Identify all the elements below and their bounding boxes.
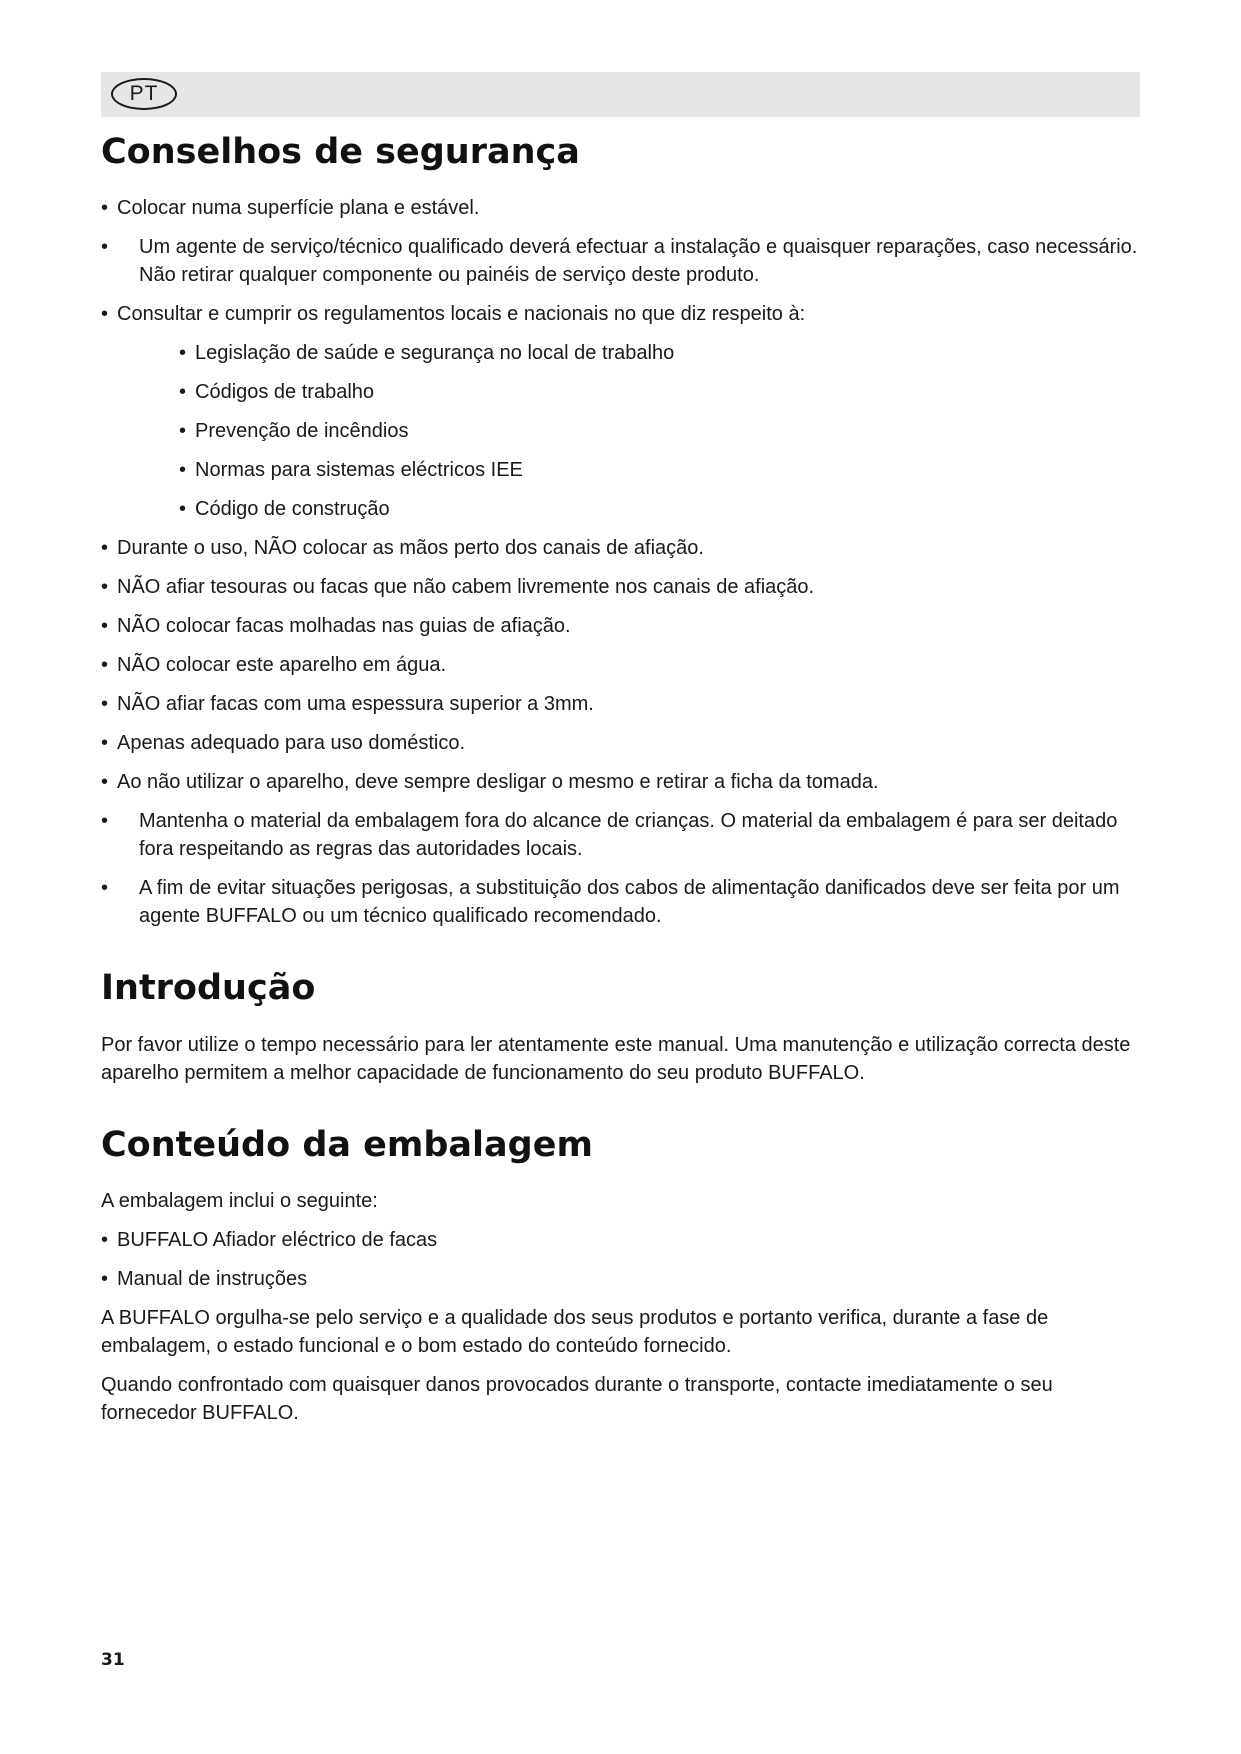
list-item: • NÃO afiar tesouras ou facas que não cabem livremente nos canais de afiação.: [101, 573, 1141, 601]
safety-heading: Conselhos de segurança: [101, 132, 580, 172]
introduction-paragraph: Por favor utilize o tempo necessário para ler atentamente este manual. Uma manutenção e utilização correcta deste aparelho permitem a melhor capacidade de funcionamento do seu produto BUFFALO.: [101, 1033, 1131, 1084]
safety-list: [101, 194, 1141, 930]
list-item: • A fim de evitar situações perigosas, a substituição dos cabos de alimentação danificados deve ser feita por um agente BUFFALO ou um técnico qualificado recomendado.: [101, 874, 1141, 930]
quality-paragraph: A BUFFALO orgulha-se pelo serviço e a qualidade dos seus produtos e portanto verifica, durante a fase de embalagem, o estado funcional e o bom estado do conteúdo fornecido.: [101, 1306, 1049, 1357]
list-item: • NÃO colocar facas molhadas nas guias de afiação.: [101, 612, 1141, 640]
package-contents-intro: A embalagem inclui o seguinte:: [101, 1189, 378, 1212]
list-item: • Consultar e cumprir os regulamentos locais e nacionais no que diz respeito à:: [101, 300, 1141, 328]
language-badge: PT: [111, 78, 177, 110]
list-item: • NÃO afiar facas com uma espessura superior a 3mm.: [101, 690, 1141, 718]
page-content: [101, 132, 1141, 1438]
language-header-band: [101, 72, 1140, 117]
list-item: • Apenas adequado para uso doméstico.: [101, 729, 1141, 757]
list-item: • Um agente de serviço/técnico qualificado deverá efectuar a instalação e quaisquer reparações, caso necessário. Não retirar qualquer componente ou painéis de serviço deste produto.: [101, 233, 1141, 289]
sub-list-item: • Normas para sistemas eléctricos IEE: [101, 456, 1141, 484]
sub-list-item: • Legislação de saúde e segurança no local de trabalho: [101, 339, 1141, 367]
package-contents-list: [101, 1226, 1141, 1293]
sub-list-item: • Prevenção de incêndios: [101, 417, 1141, 445]
package-contents-heading: Conteúdo da embalagem: [101, 1124, 593, 1165]
list-item: • Manual de instruções: [101, 1265, 1141, 1293]
sub-list-item: • Código de construção: [101, 495, 1141, 523]
list-item: • Colocar numa superfície plana e estável.: [101, 194, 1141, 222]
list-item: • Ao não utilizar o aparelho, deve sempre desligar o mesmo e retirar a ficha da tomada.: [101, 768, 1141, 796]
page-number: 31: [101, 1650, 125, 1670]
sub-list-item: • Códigos de trabalho: [101, 378, 1141, 406]
damage-paragraph: Quando confrontado com quaisquer danos provocados durante o transporte, contacte imediatamente o seu fornecedor BUFFALO.: [101, 1373, 1053, 1424]
list-item: • Mantenha o material da embalagem fora do alcance de crianças. O material da embalagem é para ser deitado fora respeitando as regras das autoridades locais.: [101, 807, 1141, 863]
list-item: • Durante o uso, NÃO colocar as mãos perto dos canais de afiação.: [101, 534, 1141, 562]
introduction-heading: Introdução: [101, 968, 316, 1009]
list-item: • BUFFALO Afiador eléctrico de facas: [101, 1226, 1141, 1254]
list-item: • NÃO colocar este aparelho em água.: [101, 651, 1141, 679]
